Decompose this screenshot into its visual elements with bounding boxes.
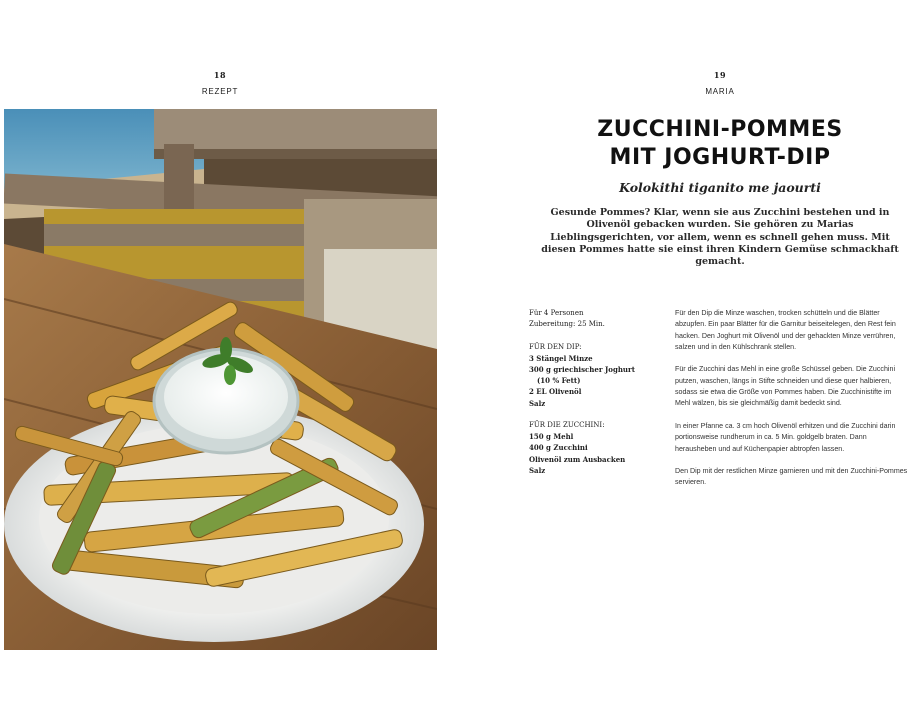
ingredient-item: 2 EL Olivenöl (529, 387, 582, 397)
right-page-number: 19 (713, 70, 727, 80)
left-running-head: REZEPT (201, 87, 239, 96)
ingredient-item: (10 % Fett) (537, 376, 581, 386)
recipe-intro: Gesunde Pommes? Klar, wenn sie aus Zucchini bestehen und in Olivenöl gebacken wurden. Sie gehören zu Marias Lieblingsgerichten, vor allem, wenn es schnell gehen muss. Mit diesen Pommes hatte sie einst ihren Kindern Gemüse schmackhaft gemacht. (541, 207, 899, 268)
step-paragraph: In einer Pfanne ca. 3 cm hoch Olivenöl erhitzen und die Zucchini darin portionsweise rundherum in ca. 5 Min. goldgelb braten. Dann herausheben und auf Küchenpapier abtropfen lassen. (675, 421, 896, 453)
ingredient-item: Salz (529, 398, 546, 408)
recipe-title-line1: ZUCCHINI-POMMES (597, 117, 843, 142)
preparation-steps (675, 308, 908, 500)
recipe-title-line2: MIT JOGHURT-DIP (609, 145, 831, 170)
ingredient-item: 300 g griechischer Joghurt (529, 365, 635, 374)
zucchini-heading: FÜR DIE ZUCCHINI: (529, 421, 605, 429)
ingredient-item: 3 Stängel Minze (529, 353, 593, 363)
servings: Für 4 Personen (529, 309, 584, 317)
right-running-head: MARIA (705, 87, 735, 96)
ingredient-item: Salz (529, 465, 546, 475)
ingredient-item: 400 g Zucchini (529, 443, 588, 453)
step-paragraph: Den Dip mit der restlichen Minze garnieren und mit den Zucchini-Pommes servieren. (675, 467, 908, 487)
left-page-number: 18 (213, 70, 227, 80)
ingredient-item: 150 g Mehl (529, 432, 574, 442)
recipe-title (540, 116, 900, 172)
ingredient-item: Olivenöl zum Ausbacken (529, 454, 626, 464)
recipe-photo (4, 109, 437, 650)
prep-time: Zubereitung: 25 Min. (529, 320, 605, 329)
recipe-subtitle: Kolokithi tiganito me jaourti (619, 180, 821, 195)
ingredients-list (529, 308, 669, 476)
dip-heading: FÜR DEN DIP: (529, 342, 582, 351)
step-paragraph: Für den Dip die Minze waschen, trocken schütteln und die Blätter abzupfen. Ein paar Blätter für die Garnitur beiseitelegen, den Rest fein hacken. Den Joghurt mit Olivenöl und der gehackten Minze verrühren, salzen und in den Kühlschrank stellen. (675, 309, 896, 351)
step-paragraph: Für die Zucchini das Mehl in eine große Schüssel geben. Die Zucchini putzen, waschen, längs in Stifte schneiden und diese quer halbieren, sodass sie etwa die Größe von Pommes haben. Die Zucchinistifte im Mehl wälzen, bis sie gleichmäßig damit bedeckt sind. (675, 365, 896, 408)
